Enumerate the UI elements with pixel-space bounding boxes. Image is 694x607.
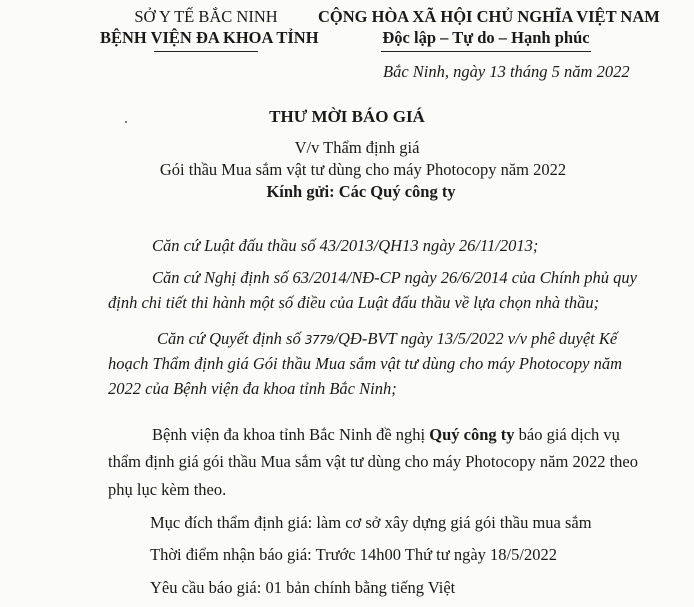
issuer-department: SỞ Y TẾ BẮC NINH xyxy=(134,7,278,26)
basis-decision-suffix: /QĐ-BVT ngày 13/5/2022 v/v phê duyệt Kế xyxy=(333,329,618,348)
basis-decision-line1 xyxy=(157,329,617,349)
national-motto-block xyxy=(318,6,660,52)
item-requirement: Yêu cầu báo giá: 01 bản chính bằng tiếng Việt xyxy=(150,578,456,597)
basis-decree-line2: định chi tiết thi hành một số điều của Luật đấu thầu về lựa chọn nhà thầu; xyxy=(108,293,600,312)
basis-decision-prefix: Căn cứ Quyết định số xyxy=(157,329,305,348)
issuer-block xyxy=(100,6,319,52)
subject-line: V/v Thẩm định giá xyxy=(294,138,420,157)
document-title: THƯ MỜI BÁO GIÁ xyxy=(269,107,425,126)
basis-decision-line2: hoạch Thẩm định giá Gói thầu Mua sắm vật tư dùng cho máy Photocopy năm xyxy=(108,354,623,373)
issuer-hospital: BỆNH VIỆN ĐA KHOA TỈNH xyxy=(100,28,319,47)
request-prefix: Bệnh viện đa khoa tỉnh Bắc Ninh đề nghị xyxy=(152,425,430,444)
request-suffix: báo giá dịch vụ xyxy=(514,425,620,444)
request-line1 xyxy=(152,425,620,445)
basis-decision-line3: 2022 của Bệnh viện đa khoa tỉnh Bắc Ninh; xyxy=(108,379,397,398)
request-addressee: Quý công ty xyxy=(429,425,515,444)
motto-underline xyxy=(381,51,591,52)
basis-decree-line1: Căn cứ Nghị định số 63/2014/NĐ-CP ngày 26/6/2014 của Chính phủ quy xyxy=(152,268,637,287)
subject-package: Gói thầu Mua sắm vật tư dùng cho máy Photocopy năm 2022 xyxy=(159,160,567,179)
document-date: Bắc Ninh, ngày 13 tháng 5 năm 2022 xyxy=(383,62,630,81)
handwritten-decision-number: 3779 xyxy=(304,333,334,347)
national-name: CỘNG HÒA XÃ HỘI CHỦ NGHĨA VIỆT NAM xyxy=(318,7,660,26)
request-line2: thẩm định giá gói thầu Mua sắm vật tư dùng cho máy Photocopy năm 2022 theo xyxy=(108,452,638,471)
salutation: Kính gửi: Các Quý công ty xyxy=(266,182,456,201)
national-motto: Độc lập – Tự do – Hạnh phúc xyxy=(382,28,590,47)
basis-law: Căn cứ Luật đấu thầu số 43/2013/QH13 ngày 26/11/2013; xyxy=(152,236,539,255)
issuer-underline xyxy=(154,51,258,52)
item-purpose: Mục đích thẩm định giá: làm cơ sở xây dựng giá gói thầu mua sắm xyxy=(150,513,592,532)
request-line3: phụ lục kèm theo. xyxy=(108,480,227,499)
item-deadline: Thời điểm nhận báo giá: Trước 14h00 Thứ tư ngày 18/5/2022 xyxy=(150,545,557,564)
